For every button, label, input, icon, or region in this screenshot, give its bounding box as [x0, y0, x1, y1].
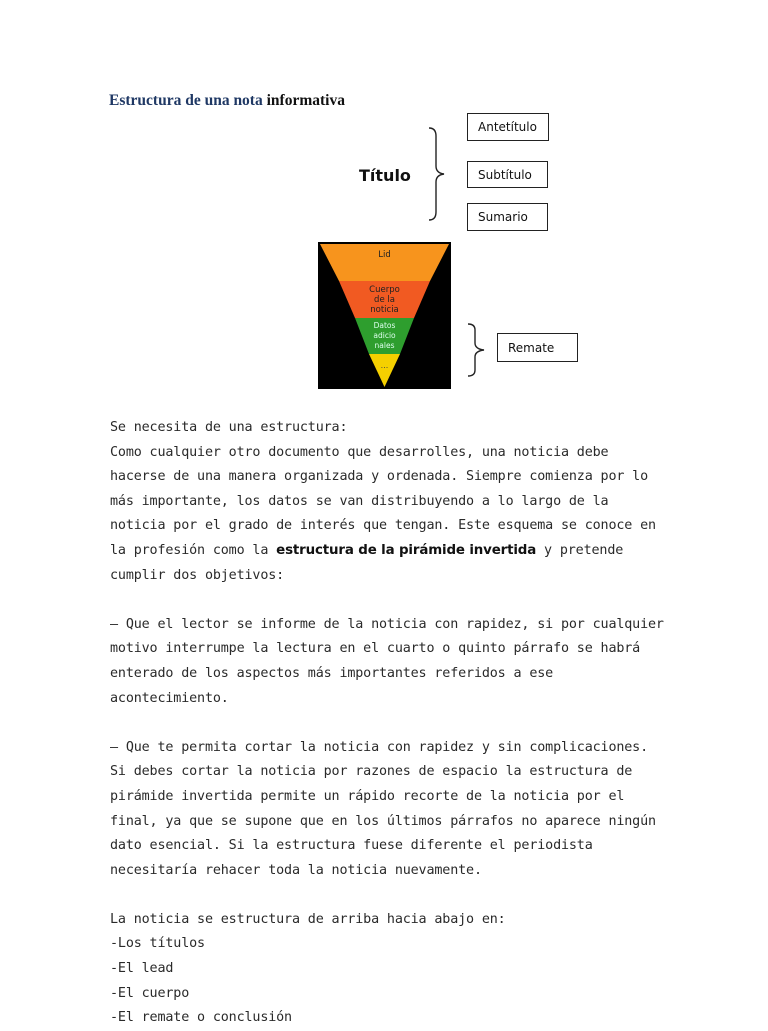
titulo-brace — [426, 126, 450, 222]
intro-heading: Se necesita de una estructura: — [110, 420, 348, 435]
box-antetitulo: Antetítulo — [467, 113, 549, 141]
pyramid-cuerpo-line2: de la — [374, 295, 395, 305]
paragraph-1-text-a: Como cualquier otro documento que desarrolles, una noticia debe hacerse de una manera organizada y ordenada. Siempre comienza por lo más importante, los datos se van distribuyendo a lo largo de la noticia por el grado de interés que tengan. Este esquema se conoce en la profesión como la — [110, 444, 656, 558]
remate-brace — [464, 322, 490, 378]
document-heading — [109, 92, 345, 110]
heading-part-blue: Estructura de una nota — [109, 92, 263, 109]
list-item: -El lead — [110, 961, 174, 977]
paragraph-2: – Que el lector se informe de la noticia con rapidez, si por cualquier motivo interrumpe la lectura en el cuarto o quinto párrafo se habrá enterado de los aspectos más importantes referidos a ese acontecimiento. — [110, 616, 664, 706]
box-remate: Remate — [497, 333, 578, 362]
paragraph-1-bold: estructura de la pirámide invertida — [276, 542, 537, 558]
pyramid-lid-label: Lid — [378, 250, 391, 260]
box-sumario: Sumario — [467, 203, 548, 231]
pyramid-cuerpo-line1: Cuerpo — [369, 285, 400, 295]
list-item: -El cuerpo — [110, 985, 190, 1001]
pyramid-dots-label: ... — [380, 361, 389, 370]
heading-part-black: informativa — [266, 92, 345, 109]
list-item: -El remate o conclusión — [110, 1010, 292, 1026]
article-body — [110, 416, 670, 1031]
list-item: -Los títulos — [110, 936, 205, 952]
paragraph-1 — [110, 441, 670, 589]
list-intro: La noticia se estructura de arriba hacia abajo en: — [110, 911, 506, 927]
titulo-label: Título — [359, 166, 411, 185]
paragraph-3: – Que te permita cortar la noticia con rapidez y sin complicaciones. Si debes cortar la noticia por razones de espacio la estructura de pirámide invertida permite un rápido recorte de la noticia por el final, ya que se supone que en los últimos párrafos no aparece ningún dato esencial. Si la estructura fuese diferente el periodista necesitaría rehacer toda la noticia nuevamente. — [110, 739, 656, 878]
inverted-pyramid — [318, 242, 451, 389]
pyramid-cuerpo-line3: noticia — [370, 305, 399, 315]
pyramid-datos-line1: Datos — [373, 321, 396, 330]
paragraph-1-text-b: y pretende cumplir dos objetivos: — [110, 542, 624, 583]
pyramid-datos-line3: nales — [374, 341, 395, 350]
box-subtitulo: Subtítulo — [467, 161, 548, 188]
pyramid-datos-line2: adicio — [373, 331, 396, 340]
